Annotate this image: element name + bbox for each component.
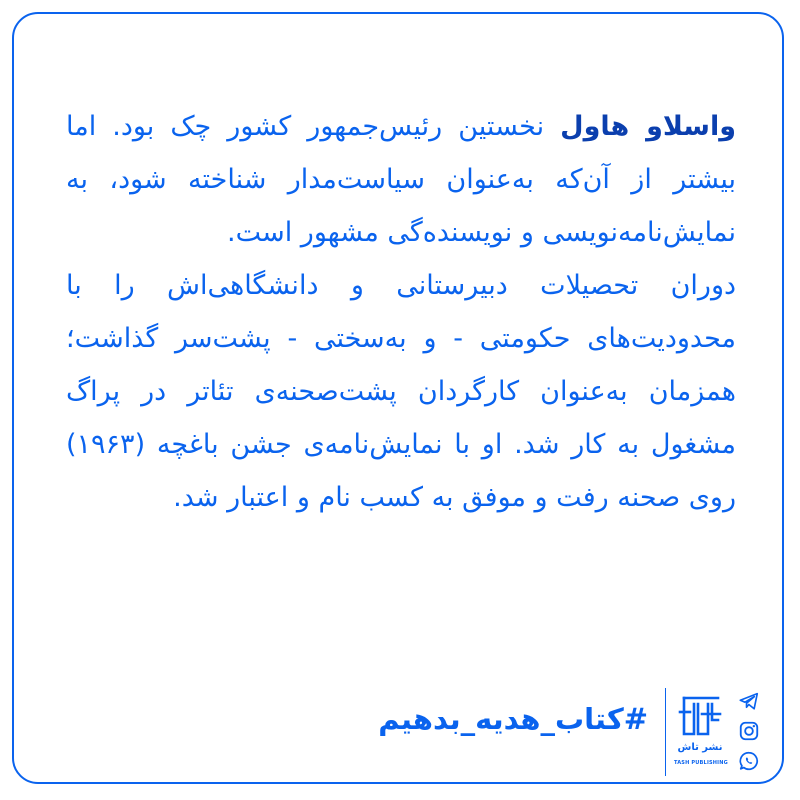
highlighted-name: واسلاو هاول xyxy=(560,111,736,142)
publisher-logo xyxy=(674,690,726,776)
publisher-english-name: TASH PUBLISHING xyxy=(674,760,728,766)
paragraph-1-text: نخستین رئیس‌جمهور کشور چک بود. اما بیشتر از آن‌که به‌عنوان سیاست‌مدار شناخته شود، به نمایش‌نامه‌نویسی و نویسنده‌گی مشهور است. xyxy=(66,111,736,248)
hashtag[interactable]: #کتاب_هدیه_بدهیم xyxy=(378,702,648,736)
instagram-icon[interactable] xyxy=(738,720,760,742)
paragraph-1 xyxy=(66,100,736,259)
post-body xyxy=(66,100,736,524)
whatsapp-icon[interactable] xyxy=(738,750,760,772)
telegram-icon[interactable] xyxy=(738,690,760,712)
publisher-name: نشر تاش xyxy=(677,742,723,753)
paragraph-2: دوران تحصیلات دبیرستانی و دانشگاهی‌اش را با محدودیت‌های حکومتی - و به‌سختی - پشت‌سر گذاشت؛ همزمان به‌عنوان کارگردان پشت‌صحنه‌ی تئاتر در پراگ مشغول به کار شد. او با نمایش‌نامه‌ی جشن باغچه (۱۹۶۳) روی صحنه رفت و موفق به کسب نام و اعتبار شد. xyxy=(66,270,736,513)
social-icons xyxy=(738,690,762,780)
footer-divider xyxy=(665,688,666,776)
publisher-logo-mark xyxy=(674,690,726,740)
footer xyxy=(0,680,800,780)
